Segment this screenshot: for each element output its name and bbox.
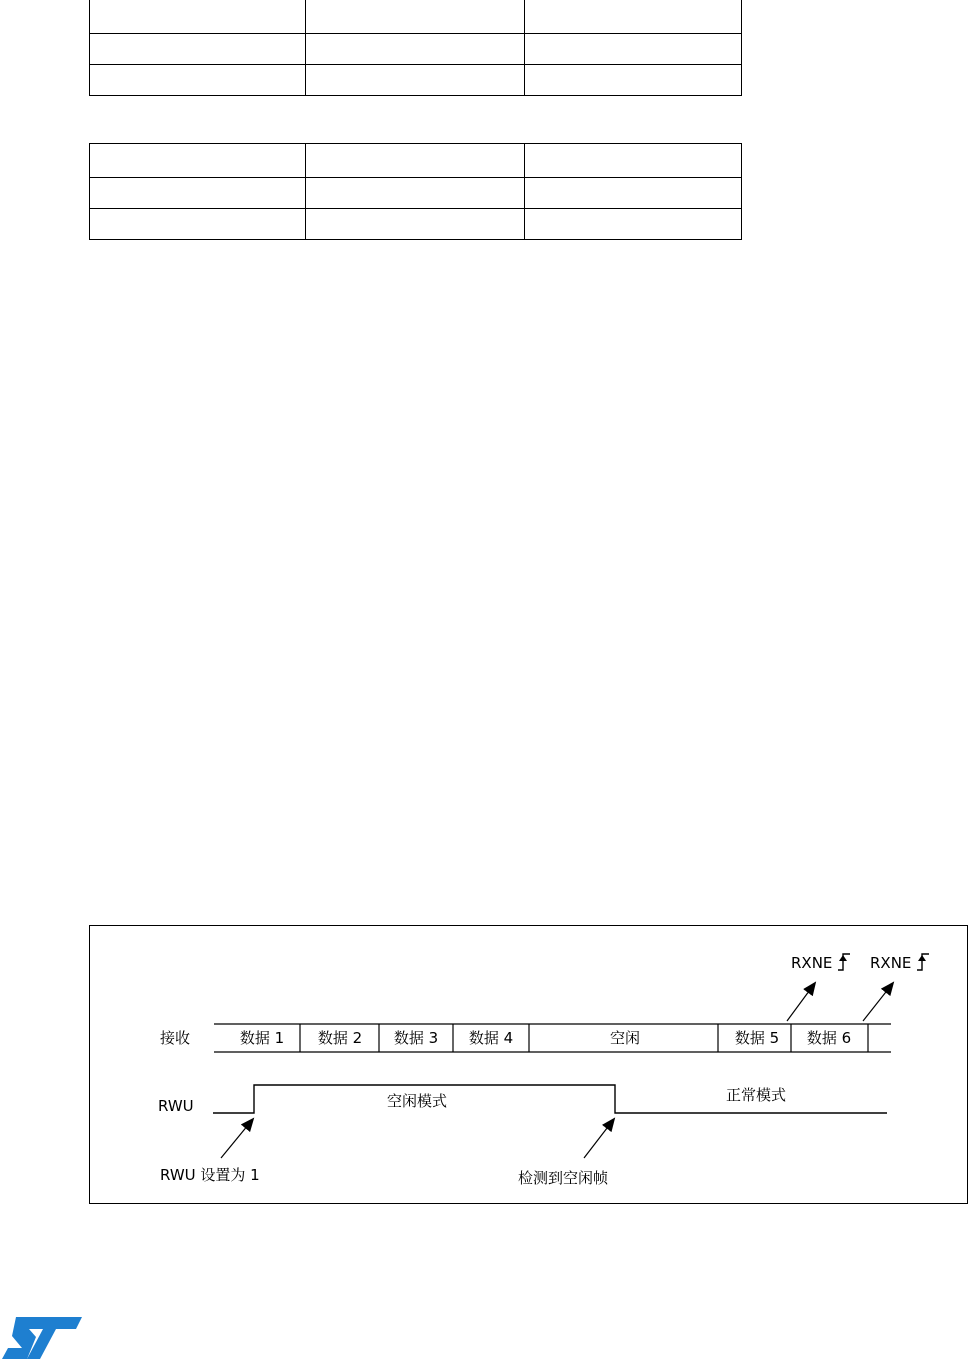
table-row xyxy=(90,0,742,34)
frame-label-data-6: 数据 6 xyxy=(806,1029,852,1047)
table-cell xyxy=(90,34,306,65)
rising-edge-arrow-icon xyxy=(918,955,926,961)
table-cell xyxy=(90,65,306,96)
rxne-arrow-1 xyxy=(787,983,815,1021)
rxne-label-2: RXNE xyxy=(870,954,912,972)
table-cell xyxy=(306,209,525,240)
table-cell xyxy=(306,0,525,34)
rxne-arrow-2 xyxy=(863,983,893,1021)
table-row xyxy=(90,34,742,65)
frame-label-idle: 空闲 xyxy=(609,1029,641,1047)
table-row xyxy=(90,178,742,209)
table-cell xyxy=(306,178,525,209)
rising-edge-icon xyxy=(917,954,929,970)
frame-label-data-1: 数据 1 xyxy=(239,1029,285,1047)
mute-mode-label: 空闲模式 xyxy=(386,1092,448,1110)
table-cell xyxy=(306,34,525,65)
table-cell xyxy=(90,178,306,209)
table-row xyxy=(90,144,742,178)
idle-frame-detected-label: 检测到空闲帧 xyxy=(518,1169,609,1187)
table-cell xyxy=(90,144,306,178)
table-cell xyxy=(306,65,525,96)
receive-label: 接收 xyxy=(160,1029,191,1047)
table-cell xyxy=(525,65,742,96)
idle-detected-arrow xyxy=(584,1119,614,1158)
timing-diagram-svg xyxy=(90,926,967,1203)
table-cell xyxy=(525,144,742,178)
normal-mode-label: 正常模式 xyxy=(725,1086,787,1104)
rxne-label-1: RXNE xyxy=(791,954,833,972)
table-cell xyxy=(525,178,742,209)
table-row xyxy=(90,65,742,96)
frame-label-data-4: 数据 4 xyxy=(468,1029,514,1047)
mute-mode-timing-diagram xyxy=(89,925,968,1204)
frame-label-data-5: 数据 5 xyxy=(734,1029,780,1047)
blank-table-2 xyxy=(89,143,742,240)
table-cell xyxy=(306,144,525,178)
blank-table-1 xyxy=(89,0,742,96)
table-cell xyxy=(525,0,742,34)
table-cell xyxy=(525,34,742,65)
table-cell xyxy=(90,209,306,240)
table-cell xyxy=(90,0,306,34)
rising-edge-icon xyxy=(838,954,850,970)
rwu-set-label: RWU 设置为 1 xyxy=(160,1166,260,1184)
st-logo-icon xyxy=(2,1311,84,1361)
rising-edge-arrow-icon xyxy=(839,955,847,961)
frame-label-data-2: 数据 2 xyxy=(317,1029,363,1047)
rwu-set-arrow xyxy=(221,1119,253,1158)
table-row xyxy=(90,209,742,240)
frame-label-data-3: 数据 3 xyxy=(393,1029,439,1047)
table-cell xyxy=(525,209,742,240)
rwu-label: RWU xyxy=(158,1097,194,1115)
